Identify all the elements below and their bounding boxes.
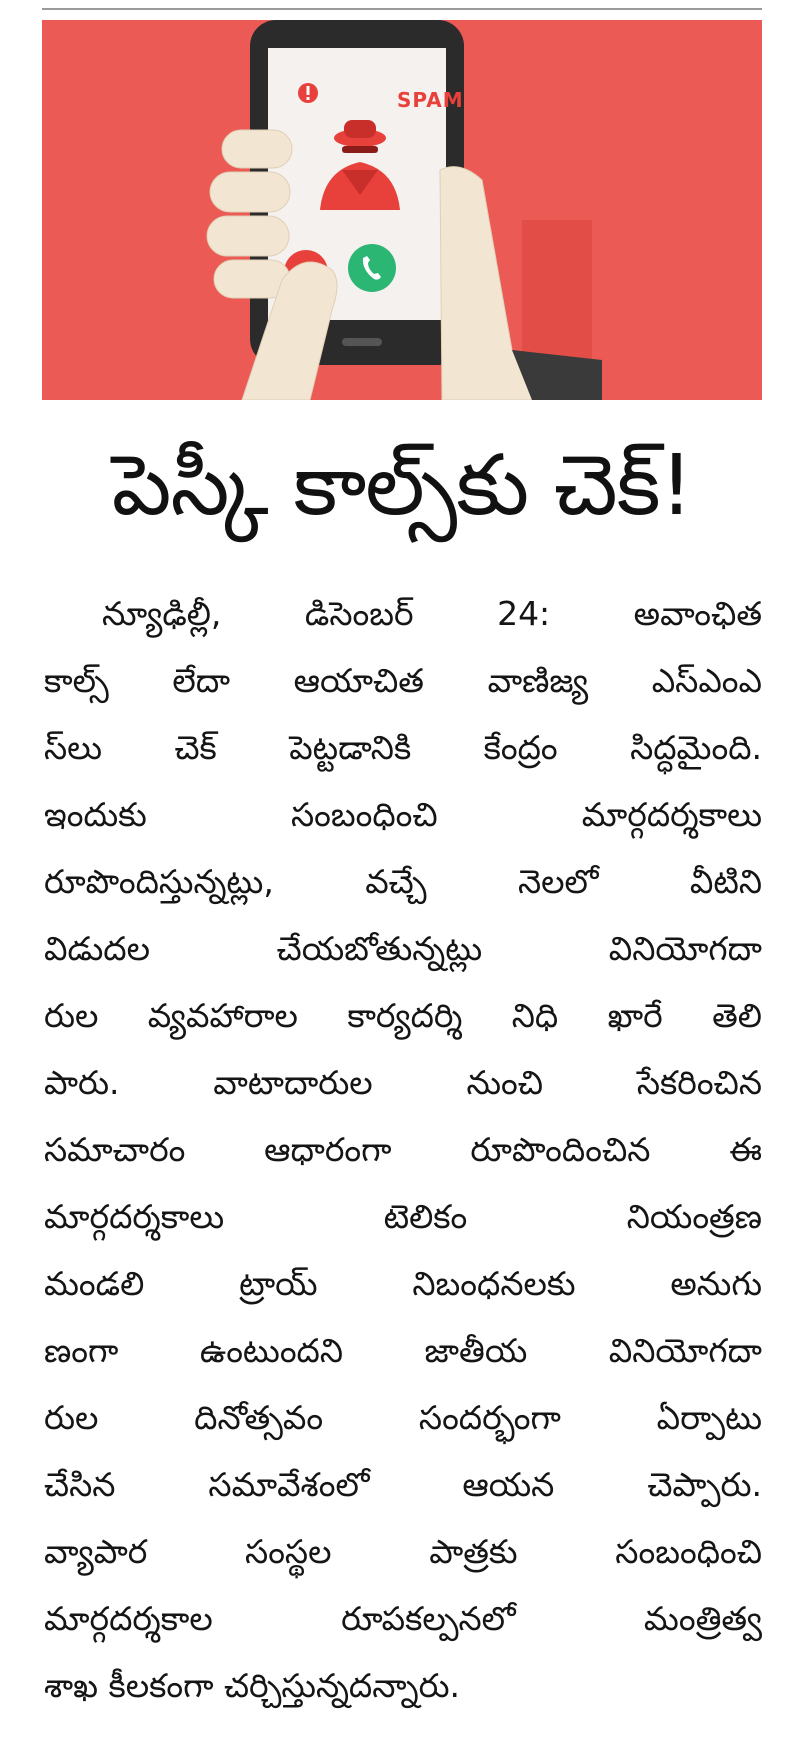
article-line: వ్యాపార సంస్థల పాత్రకు సంబంధించి (44, 1532, 762, 1571)
article-line: విడుదల చేయబోతున్నట్లు వినియోగదా (44, 929, 762, 968)
article-line: మార్గదర్శకాల రూపకల్పనలో మంత్రిత్వ (44, 1599, 762, 1638)
spam-label: SPAM (397, 88, 464, 112)
article-line: శాఖ కీలకంగా చర్చిస్తున్నదన్నారు. (44, 1666, 461, 1705)
accept-call-icon (348, 244, 396, 292)
article-line: రుల వ్యవహారాల కార్యదర్శి నిధి ఖారే తెలి (44, 996, 762, 1035)
headline: పెస్కీ కాల్స్‌కు చెక్! (111, 436, 693, 534)
top-divider (42, 8, 762, 10)
hero-illustration (42, 20, 762, 400)
article-line: రూపొందిస్తున్నట్లు, వచ్చే నెలలో వీటిని (44, 862, 762, 901)
article-line: మార్గదర్శకాలు టెలికం నియంత్రణ (44, 1197, 762, 1236)
article-line: సమాచారం ఆధారంగా రూపొందించిన ఈ (44, 1130, 762, 1169)
article-line: మండలి ట్రాయ్ నిబంధనలకు అనుగు (44, 1264, 762, 1303)
article-line: న్యూఢిల్లీ, డిసెంబర్ 24: అవాంఛిత (102, 594, 762, 633)
article-line: ణంగా ఉంటుందని జాతీయ వినియోగదా (44, 1331, 762, 1370)
article-line: కాల్స్ లేదా ఆయాచిత వాణిజ్య ఎస్ఎంఎ (44, 661, 762, 700)
article-line: రుల దినోత్సవం సందర్భంగా ఏర్పాటు (44, 1398, 762, 1437)
spam-call-illustration (42, 20, 762, 400)
article-line: చేసిన సమావేశంలో ఆయన చెప్పారు. (44, 1465, 762, 1504)
article-line: స్‌లు చెక్ పెట్టడానికి కేంద్రం సిద్ధమైంది. (44, 728, 762, 767)
article-line: పారు. వాటాదారుల నుంచి సేకరించిన (44, 1063, 762, 1102)
article-line: ఇందుకు సంబంధించి మార్గదర్శకాలు (44, 795, 762, 834)
article-body (44, 580, 762, 1719)
